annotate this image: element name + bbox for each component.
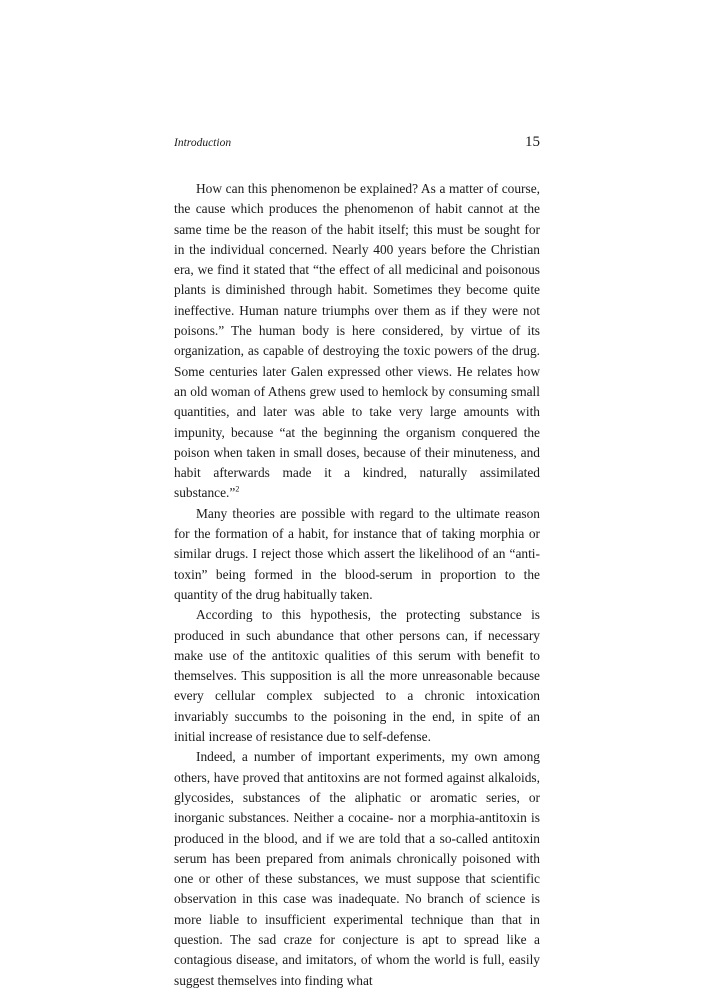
- paragraph-3: According to this hypothesis, the protecting substance is produced in such abundance that other persons can, if necessary make use of the antitoxic qualities of this serum with benefit to themselves. This supposition is all the more unreasonable because every cellular complex subjected to a chronic intoxication invariably succumbs to the poisoning in the end, in spite of an initial increase of resistance due to self-defense.: [174, 607, 540, 745]
- section-title: Introduction: [174, 137, 232, 149]
- paragraph-2: Many theories are possible with regard to the ultimate reason for the formation of a habit, for instance that of taking morphia or similar drugs. I reject those which assert the likelihood of an “anti-toxin” being formed in the blood-serum in proportion to the quantity of the drug habitually taken.: [174, 505, 540, 602]
- running-head: [174, 134, 540, 156]
- footnote-reference[interactable]: 2: [235, 484, 240, 494]
- paragraph-1-text: How can this phenomenon be explained? As a matter of course, the cause which produces the phenomenon of habit cannot at the same time be the reason of the habit itself; this must be sought for in the individual concerned. Nearly 400 years before the Christian era, we find it stated that “the effect of all medicinal and poisonous plants is diminished through habit. Sometimes they become quite ineffective. Human nature triumphs over them as if they were not poisons.” The human body is here considered, by virtue of its organization, as capable of destroying the toxic powers of the drug. Some centuries later Galen expressed other views. He relates how an old woman of Athens grew used to hemlock by consuming small quantities, and later was able to take very large amounts with impunity, because “at the beginning the organism conquered the poison when taken in small doses, because of their minuteness, and habit afterwards made it a kindred, naturally assimilated substance.”: [174, 181, 540, 501]
- body-text: [174, 179, 540, 991]
- paragraph-1: [174, 179, 540, 504]
- page-number: 15: [525, 134, 540, 150]
- paragraph-4: Indeed, a number of important experiments, my own among others, have proved that antitoxins are not formed against alkaloids, glycosides, substances of the aliphatic or aromatic series, or inorganic substances. Neither a cocaine- nor a morphia-antitoxin is produced in the blood, and if we are told that a so-called antitoxin serum has been prepared from animals chronically poisoned with one or other of these substances, we must suppose that scientific observation in this case was inadequate. No branch of science is more liable to insufficient experimental technique than that in question. The sad craze for conjecture is apt to spread like a contagious disease, and imitators, of whom the world is full, easily suggest themselves into finding what: [174, 749, 540, 988]
